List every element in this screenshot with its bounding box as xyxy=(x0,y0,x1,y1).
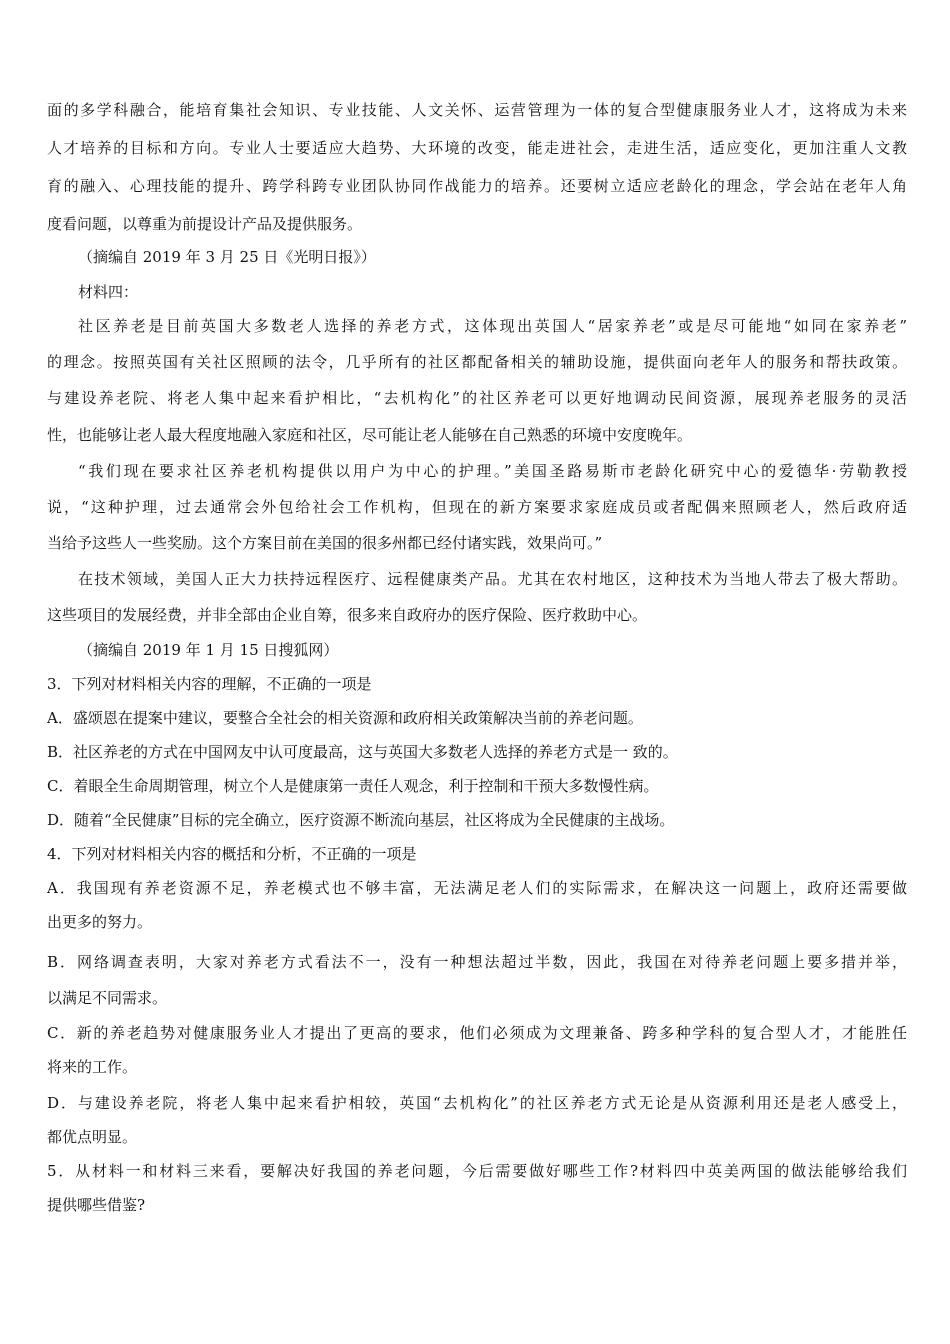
question-4-option-b: B．网络调查表明，大家对养老方式看法不一，没有一种想法超过半数，因此，我国在对待养老问题上要多措并举， xyxy=(47,953,907,971)
paragraph-line: 这些项目的发展经费，并非全部由企业自筹，很多来自政府办的医疗保险、医疗救助中心。 xyxy=(47,606,648,624)
paragraph-line: “我们现在要求社区养老机构提供以用户为中心的护理。”美国圣路易斯市老龄化研究中心的爱德华·劳勒教授 xyxy=(78,462,907,480)
question-3-option-c: C．着眼全生命周期管理，树立个人是健康第一责任人观念，利于控制和干预大多数慢性病。 xyxy=(47,777,659,795)
paragraph-line: 人才培养的目标和方向。专业人士要适应大趋势、大环境的改变，能走进社会，走进生活，适应变化，更加注重人文教 xyxy=(47,139,907,157)
question-5-stem: 5．从材料一和材料三来看，要解决好我国的养老问题，今后需要做好哪些工作?材料四中英美两国的做法能够给我们 xyxy=(47,1162,907,1180)
paragraph-line: 与建设养老院、将老人集中起来看护相比，“去机构化”的社区养老可以更好地调动民间资源，展现养老服务的灵活 xyxy=(47,389,907,407)
question-3-stem: 3．下列对材料相关内容的理解，不正确的一项是 xyxy=(47,675,372,693)
question-5-stem-cont: 提供哪些借鉴? xyxy=(47,1196,146,1214)
question-3-option-d: D．随着“全民健康”目标的完全确立，医疗资源不断流向基层，社区将成为全民健康的主战场。 xyxy=(47,811,675,829)
source-citation: （摘编自 2019 年 1 月 15 日搜狐网） xyxy=(78,641,339,659)
section-heading-material-4: 材料四： xyxy=(78,283,139,301)
question-4-option-d-cont: 都优点明显。 xyxy=(47,1128,138,1146)
question-4-option-b-cont: 以满足不同需求。 xyxy=(47,989,168,1007)
paragraph-line: 度看问题，以尊重为前提设计产品及提供服务。 xyxy=(47,215,363,233)
paragraph-line: 在技术领域，美国人正大力扶持远程医疗、远程健康类产品。尤其在农村地区，这种技术为当地人带去了极大帮助。 xyxy=(78,570,907,588)
question-4-option-d: D．与建设养老院，将老人集中起来看护相较，英国“去机构化”的社区养老方式无论是从资源利用还是老人感受上， xyxy=(47,1094,907,1112)
question-4-option-c: C．新的养老趋势对健康服务业人才提出了更高的要求，他们必须成为文理兼备、跨多种学科的复合型人才，才能胜任 xyxy=(47,1024,907,1042)
question-3-option-b: B．社区养老的方式在中国网友中认可度最高，这与英国大多数老人选择的养老方式是一 致的。 xyxy=(47,743,678,761)
paragraph-line: 性，也能够让老人最大程度地融入家庭和社区，尽可能让老人能够在自己熟悉的环境中安度晚年。 xyxy=(47,426,693,444)
paragraph-line: 社区养老是目前英国大多数老人选择的养老方式，这体现出英国人“居家养老”或是尽可能地“如同在家养老” xyxy=(78,317,907,335)
paragraph-line: 当给予这些人一些奖励。这个方案目前在美国的很多州都已经付诸实践，效果尚可。” xyxy=(47,534,603,552)
question-4-option-c-cont: 将来的工作。 xyxy=(47,1058,138,1076)
question-4-option-a-cont: 出更多的努力。 xyxy=(47,913,153,931)
question-3-option-a: A．盛颂恩在提案中建议，要整合全社会的相关资源和政府相关政策解决当前的养老问题。 xyxy=(47,709,643,727)
question-4-option-a: A．我国现有养老资源不足，养老模式也不够丰富，无法满足老人们的实际需求，在解决这一问题上，政府还需要做 xyxy=(47,879,907,897)
paragraph-line: 面的多学科融合，能培育集社会知识、专业技能、人文关怀、运营管理为一体的复合型健康服务业人才，这将成为未来 xyxy=(47,101,907,119)
paragraph-line: 的理念。按照英国有关社区照顾的法令，几乎所有的社区都配备相关的辅助设施，提供面向老年人的服务和帮扶政策。 xyxy=(47,353,907,371)
paragraph-line: 育的融入、心理技能的提升、跨学科跨专业团队协同作战能力的培养。还要树立适应老龄化的理念，学会站在老年人角 xyxy=(47,177,907,195)
question-4-stem: 4．下列对材料相关内容的概括和分析，不正确的一项是 xyxy=(47,845,417,863)
source-citation: （摘编自 2019 年 3 月 25 日《光明日报》） xyxy=(78,248,376,266)
paragraph-line: 说，“这种护理，过去通常会外包给社会工作机构，但现在的新方案要求家庭成员或者配偶来照顾老人，然后政府适 xyxy=(47,498,907,516)
